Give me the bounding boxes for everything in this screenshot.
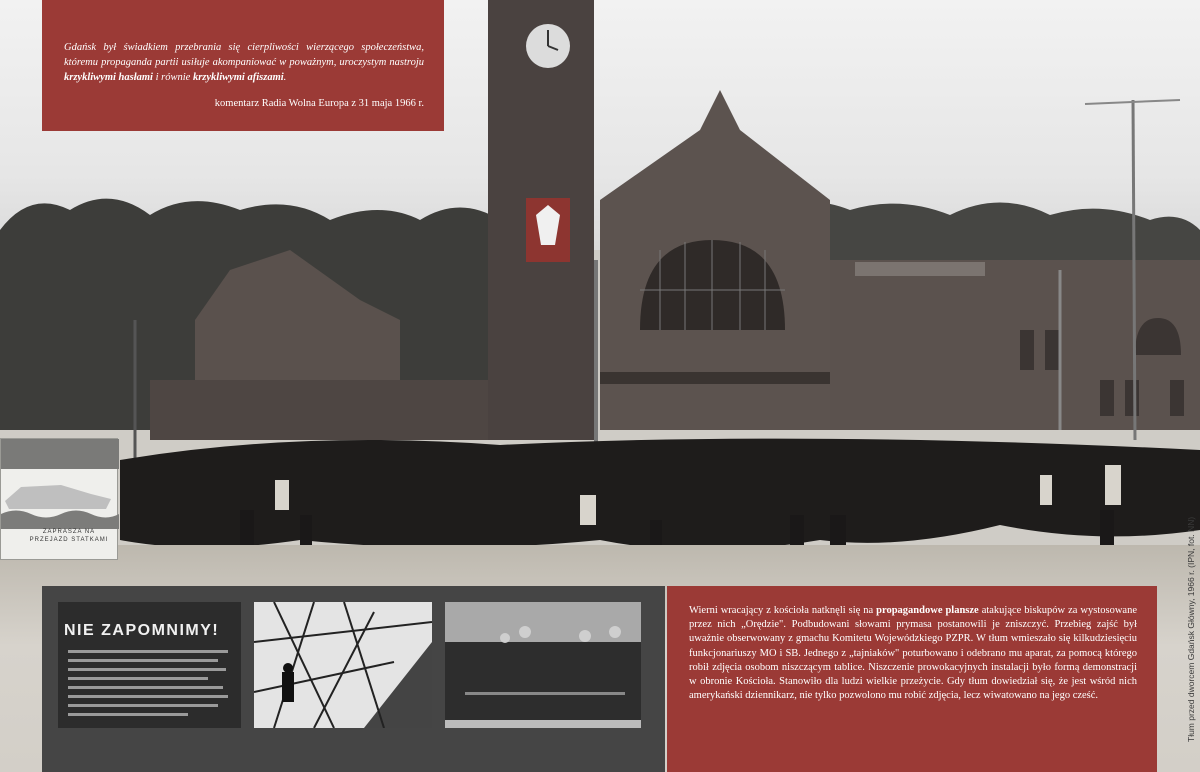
thumbnail-crowd (445, 602, 641, 728)
poster-text: ZAPRASZA NA PRZEJAZD STATKAMI (29, 529, 109, 543)
crowd-photo (445, 602, 641, 728)
quote-text: Gdańsk był świadkiem przebrania się cierpliwości wierzącego społeczeństwa, któremu propaganda partii usiłuje akompaniować w poważnym, uroczystym nastroju krzykliwymi hasłami i równie krzykliwymi afiszami. (64, 42, 424, 83)
thumbnail-nie-zapomnimy (58, 602, 241, 728)
photo-credit: Tłum przed dworcem Gdańsk Główny, 1966 r. (IPN, fot. NN) (1186, 516, 1196, 742)
thumbnail-scaffolding (254, 602, 432, 728)
quote-box (42, 0, 444, 131)
propaganda-poster (0, 438, 118, 560)
ship-illustration (1, 439, 119, 529)
quote-source: komentarz Radia Wolna Europa z 31 maja 1966 r. (214, 98, 424, 109)
thumbnail-text-lines (68, 650, 233, 722)
scaffolding-photo (254, 602, 432, 728)
thumbnail-title: NIE ZAPOMNIMY! (64, 622, 220, 639)
description-text: Wierni wracający z kościoła natknęli się na propagandowe plansze atakujące biskupów za wystosowane przez nich „Orędzie". Podbudowani słowami prymasa postanowili je zniszczyć. Przebieg zajść był uważnie obserwowany z gmachu Komitetu Wojewódzkiego PZPR. W tłum wmieszało się kilkudziesięciu funkcjonariuszy MO i SB. Jednego z „tajniaków" poturbowano i odebrano mu aparat, za pomocą którego robił zdjęcia osobom niszczącym tablice. Niszczenie prowokacyjnych instalacji było formą demonstracji w obronie Kościoła. Stanowiło dla ludzi wielkie przeżycie. Gdy tłum dowiedział się, że jest wśród nich amerykański dziennikarz, nie tylko pozwolono mu robić zdjęcia, lecz wiwatowano na jego cześć. (689, 605, 1137, 702)
description-box (667, 586, 1157, 772)
